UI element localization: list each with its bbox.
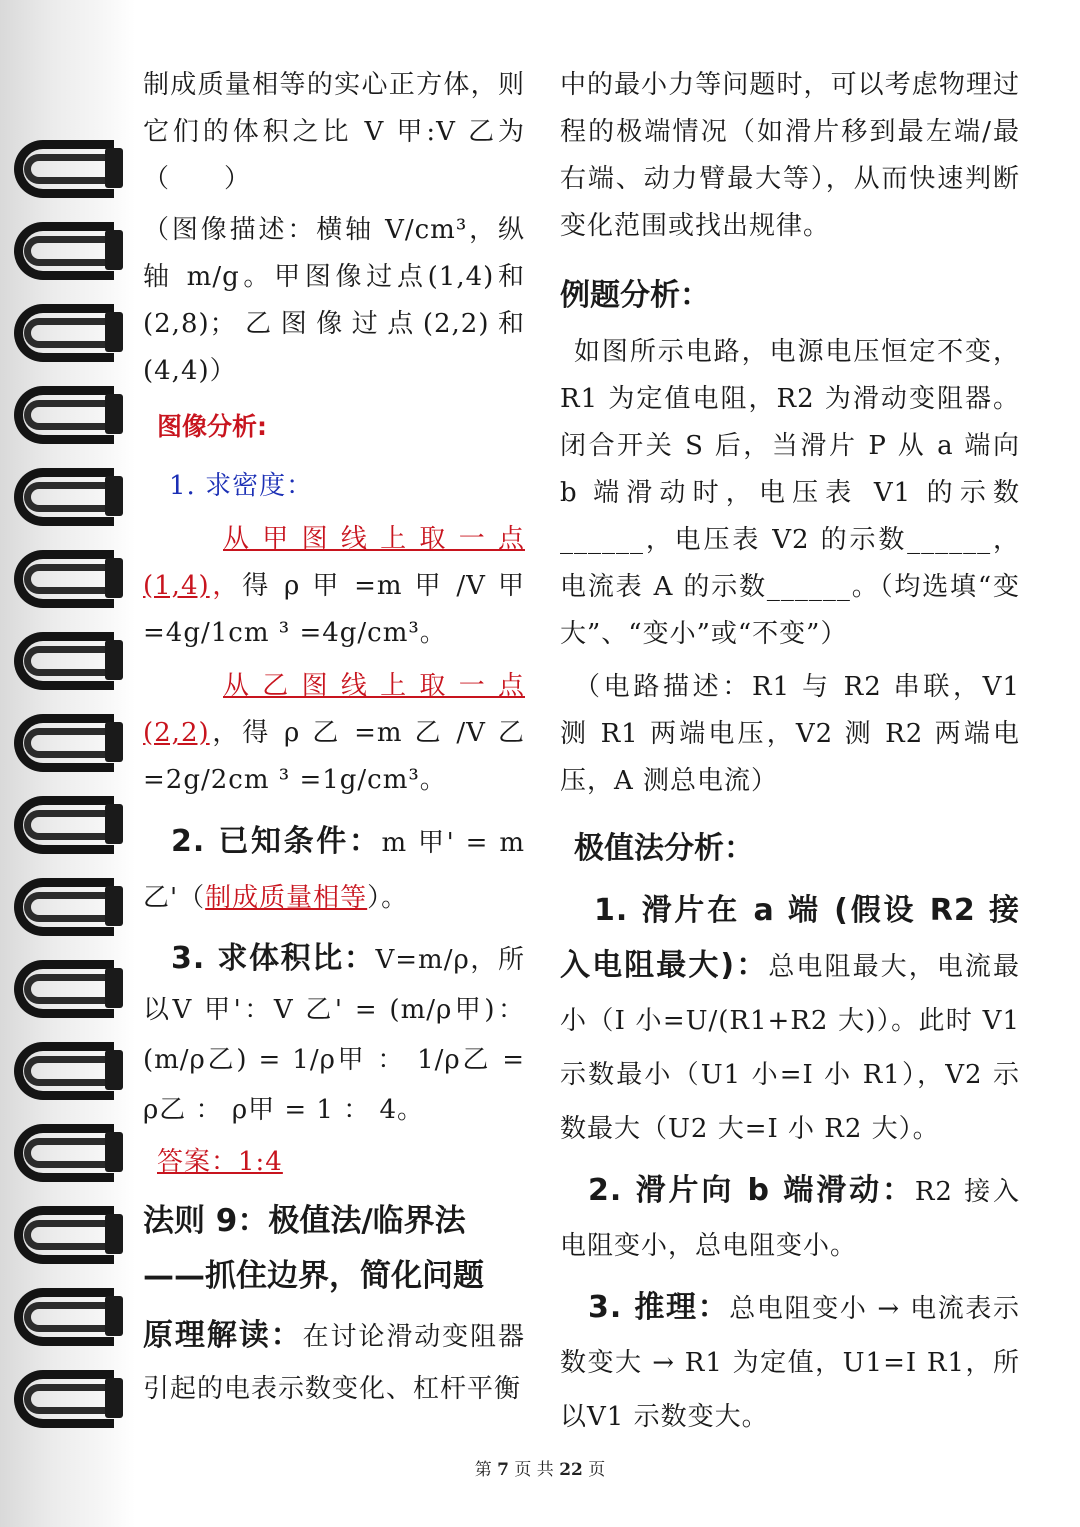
page-footer xyxy=(0,1455,1080,1480)
principle-heading: 原理解读： xyxy=(143,1318,303,1353)
extreme-method-heading: 极值法分析： xyxy=(574,831,754,866)
question-text: 制成质量相等的实心正方体，则它们的体积之比 V 甲:V 乙为（ ） xyxy=(143,70,525,194)
s3-heading: 3. 推理： xyxy=(588,1290,730,1325)
binding-ring xyxy=(14,796,129,858)
graph-description: （图像描述：横轴 V/cm³，纵轴 m/g。甲图像过点(1,4)和(2,8)；乙图像过点(2,2)和(4,4)） xyxy=(143,215,525,386)
s2-text: R2 接入电阻变小，总电阻变小。 xyxy=(560,1177,1020,1261)
jia-separator: ， xyxy=(209,571,243,601)
jia-point-text: 从甲图线上取一点(1,4) xyxy=(143,524,525,601)
step1-label: 1. 求密度： xyxy=(169,471,314,501)
step2-text: m 甲' = m 乙'（ xyxy=(143,828,525,913)
binding-ring xyxy=(14,714,129,776)
left-column xyxy=(143,62,525,1415)
circuit-description: （电路描述：R1 与 R2 串联，V1 测 R1 两端电压，V2 测 R2 两端电压，A 测总电流） xyxy=(560,672,1020,796)
s1-heading: 1. 滑片在 a 端 (假设 R2 接入电阻最大)： xyxy=(560,893,1020,983)
s2-heading: 2. 滑片向 b 端滑动： xyxy=(588,1173,915,1208)
step3-text: V=m/ρ，所以V 甲'：V 乙' = (m/ρ甲)：(m/ρ乙) = 1/ρ甲 ： 1/ρ乙 = ρ乙 ： ρ甲 = 1 ： 4。 xyxy=(143,945,525,1125)
binding-ring xyxy=(14,222,129,284)
binding-ring xyxy=(14,140,129,202)
binding-ring xyxy=(14,1124,129,1186)
footer-page-total: 22 xyxy=(559,1460,583,1480)
example-text: 如图所示电路，电源电压恒定不变，R1 为定值电阻，R2 为滑动变阻器。闭合开关 S 后，当滑片 P 从 a 端向 b 端滑动时，电压表 V1 的示数______，电压表 V2 的示数______，电流表 A 的示数______。（均选填“变大”、“变小”或“不变”） xyxy=(560,337,1020,649)
spiral-binding xyxy=(0,0,135,1527)
s1-text: 总电阻最大，电流最小（I 小=U/(R1+R2 大)）。此时 V1 示数最小（U1 小=I 小 R1），V2 示数最大（U2 大=I 小 R2 大）。 xyxy=(560,952,1020,1144)
binding-ring xyxy=(14,632,129,694)
step2-highlight: 制成质量相等 xyxy=(205,883,368,913)
yi-density-calc: 得 ρ 乙 =m 乙 /V 乙 =2g/2cm ³ =1g/cm³。 xyxy=(143,718,525,795)
step3-heading: 3. 求体积比： xyxy=(171,941,376,976)
footer-pre: 第 xyxy=(474,1460,492,1480)
binding-ring xyxy=(14,1206,129,1268)
principle-continued: 中的最小力等问题时，可以考虑物理过程的极端情况（如滑片移到最左端/最右端、动力臂最大等），从而快速判断变化范围或找出规律。 xyxy=(560,70,1020,241)
image-analysis-heading: 图像分析: xyxy=(157,412,267,441)
jia-density-calc: 得 ρ 甲 =m 甲 /V 甲 =4g/1cm ³ =4g/cm³。 xyxy=(143,571,525,648)
right-column xyxy=(560,62,1020,1444)
step2-text-end: ）。 xyxy=(367,883,409,913)
answer-text: 答案：1:4 xyxy=(157,1147,283,1177)
binding-ring xyxy=(14,1370,129,1432)
binding-ring xyxy=(14,960,129,1022)
binding-ring xyxy=(14,386,129,448)
rule-title: 法则 9：极值法/临界法——抓住边界，简化问题 xyxy=(143,1203,484,1294)
binding-ring xyxy=(14,304,129,366)
example-heading: 例题分析： xyxy=(560,278,710,313)
binding-ring xyxy=(14,550,129,612)
yi-separator: ， xyxy=(209,718,243,748)
binding-ring xyxy=(14,878,129,940)
step2-heading: 2. 已知条件： xyxy=(171,824,382,859)
principle-text: 在讨论滑动变阻器引起的电表示数变化、杠杆平衡 xyxy=(143,1322,525,1404)
footer-page-number: 7 xyxy=(497,1460,509,1480)
footer-mid: 页 共 xyxy=(514,1460,554,1480)
footer-post: 页 xyxy=(588,1460,606,1480)
binding-ring xyxy=(14,1288,129,1350)
s3-text: 总电阻变小 → 电流表示数变大 → R1 为定值，U1=I R1，所以V1 示数变大。 xyxy=(560,1294,1020,1432)
binding-ring xyxy=(14,468,129,530)
binding-ring xyxy=(14,1042,129,1104)
yi-point-text: 从乙图线上取一点(2,2) xyxy=(143,671,525,748)
